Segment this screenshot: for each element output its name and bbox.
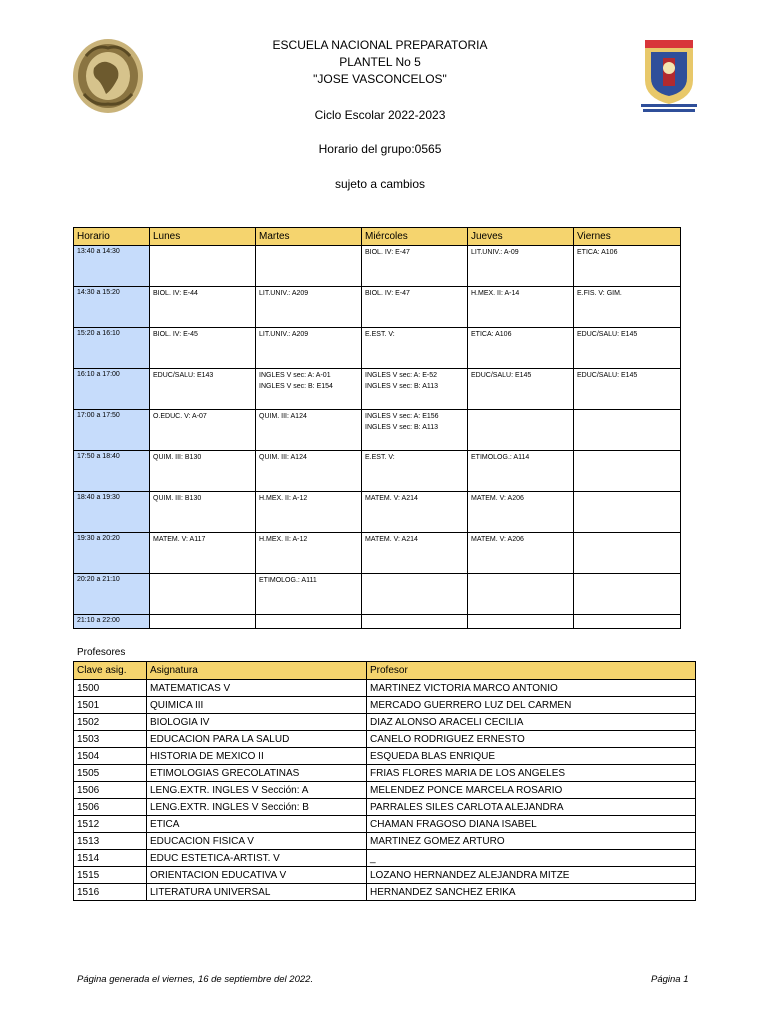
- class-entry: INGLES V sec: B: A113: [365, 383, 439, 390]
- class-cell: [256, 246, 362, 287]
- schedule-header-cell: Miércoles: [362, 228, 468, 246]
- time-slot-cell: 18:40 a 19:30: [74, 492, 150, 533]
- subject-code-cell: 1502: [74, 714, 147, 731]
- class-entry: H.MEX. II: A-12: [259, 536, 308, 543]
- subject-name-cell: EDUCACION FISICA V: [147, 833, 367, 850]
- schedule-row: [74, 246, 681, 287]
- subject-name-cell: EDUCACION PARA LA SALUD: [147, 731, 367, 748]
- class-cell: [256, 369, 362, 410]
- subject-name-cell: QUIMICA III: [147, 697, 367, 714]
- schedule-row: [74, 328, 681, 369]
- class-entry: MATEM. V: A214: [365, 495, 418, 502]
- class-cell: [150, 533, 256, 574]
- time-slot-cell: 17:50 a 18:40: [74, 451, 150, 492]
- class-cell: [574, 451, 681, 492]
- class-entry: BIOL. IV: E-44: [153, 290, 198, 297]
- class-cell: [362, 410, 468, 451]
- schedule-header-cell: Lunes: [150, 228, 256, 246]
- schedule-row: [74, 492, 681, 533]
- schedule-table: [73, 227, 681, 629]
- class-cell: [256, 451, 362, 492]
- class-cell: [362, 492, 468, 533]
- subject-code-cell: 1503: [74, 731, 147, 748]
- class-cell: [150, 492, 256, 533]
- schedule-header-cell: Martes: [256, 228, 362, 246]
- professor-name-cell: LOZANO HERNANDEZ ALEJANDRA MITZE: [367, 867, 696, 884]
- class-cell: [574, 369, 681, 410]
- schedule-header-cell: Horario: [74, 228, 150, 246]
- class-cell: [468, 492, 574, 533]
- class-cell: [256, 492, 362, 533]
- class-entry: LIT.UNIV.: A209: [259, 331, 309, 338]
- class-entry: BIOL. IV: E-45: [153, 331, 198, 338]
- professor-row: [74, 680, 696, 697]
- class-entry: MATEM. V: A214: [365, 536, 418, 543]
- professor-row: [74, 714, 696, 731]
- class-entry: INGLES V sec: A: E156: [365, 413, 439, 420]
- class-cell: [256, 410, 362, 451]
- school-cycle: Ciclo Escolar 2022-2023: [314, 108, 446, 122]
- subject-name-cell: LENG.EXTR. INGLES V Sección: B: [147, 799, 367, 816]
- class-cell: [150, 574, 256, 615]
- class-entry: H.MEX. II: A-14: [471, 290, 520, 297]
- page-number: Página 1: [651, 974, 689, 985]
- professors-table: [73, 661, 696, 901]
- class-cell: [362, 574, 468, 615]
- subject-code-cell: 1506: [74, 799, 147, 816]
- generated-date: Página generada el viernes, 16 de septiembre del 2022.: [77, 974, 314, 985]
- professor-row: [74, 867, 696, 884]
- class-entry: INGLES V sec: B: E154: [259, 383, 333, 390]
- professors-header-cell: Clave asig.: [74, 662, 147, 680]
- class-entry: MATEM. V: A206: [471, 536, 524, 543]
- class-cell: [468, 328, 574, 369]
- class-entry: QUIM. III: B130: [153, 454, 202, 461]
- university-crest-icon: [637, 38, 701, 114]
- professor-name-cell: MELENDEZ PONCE MARCELA ROSARIO: [367, 782, 696, 799]
- schedule-header-cell: Jueves: [468, 228, 574, 246]
- class-cell: [150, 615, 256, 629]
- class-cell: [362, 533, 468, 574]
- campus-name: PLANTEL No 5: [339, 55, 421, 69]
- subject-code-cell: 1504: [74, 748, 147, 765]
- subject-code-cell: 1505: [74, 765, 147, 782]
- subject-code-cell: 1514: [74, 850, 147, 867]
- time-slot-cell: 20:20 a 21:10: [74, 574, 150, 615]
- subject-code-cell: 1515: [74, 867, 147, 884]
- professor-name-cell: MERCADO GUERRERO LUZ DEL CARMEN: [367, 697, 696, 714]
- class-cell: [256, 328, 362, 369]
- class-entry: EDUC/SALU: E143: [153, 372, 214, 379]
- time-slot-cell: 13:40 a 14:30: [74, 246, 150, 287]
- class-entry: QUIM. III: B130: [153, 495, 202, 502]
- class-entry: MATEM. V: A206: [471, 495, 524, 502]
- class-cell: [150, 410, 256, 451]
- subject-to-change-note: sujeto a cambios: [334, 177, 426, 191]
- time-slot-cell: 21:10 a 22:00: [74, 615, 150, 629]
- professor-row: [74, 748, 696, 765]
- class-entry: H.MEX. II: A-12: [259, 495, 308, 502]
- professors-header-row: [74, 662, 696, 680]
- class-cell: [362, 287, 468, 328]
- class-cell: [574, 410, 681, 451]
- class-cell: [468, 574, 574, 615]
- subject-code-cell: 1500: [74, 680, 147, 697]
- subject-name-cell: ETICA: [147, 816, 367, 833]
- subject-code-cell: 1512: [74, 816, 147, 833]
- class-cell: [150, 246, 256, 287]
- subject-name-cell: MATEMATICAS V: [147, 680, 367, 697]
- class-cell: [574, 533, 681, 574]
- unam-seal-icon: [72, 38, 144, 114]
- class-entry: O.EDUC. V: A-07: [153, 413, 207, 420]
- professor-row: [74, 884, 696, 901]
- professor-row: [74, 833, 696, 850]
- subject-name-cell: BIOLOGIA IV: [147, 714, 367, 731]
- class-entry: MATEM. V: A117: [153, 536, 206, 543]
- class-cell: [468, 410, 574, 451]
- class-cell: [574, 615, 681, 629]
- class-entry: QUIM. III: A124: [259, 454, 307, 461]
- time-slot-cell: 19:30 a 20:20: [74, 533, 150, 574]
- schedule-row: [74, 451, 681, 492]
- time-slot-cell: 17:00 a 17:50: [74, 410, 150, 451]
- subject-name-cell: LENG.EXTR. INGLES V Sección: A: [147, 782, 367, 799]
- class-cell: [468, 615, 574, 629]
- class-cell: [574, 246, 681, 287]
- class-entry: LIT.UNIV.: A209: [259, 290, 309, 297]
- subject-name-cell: EDUC ESTETICA-ARTIST. V: [147, 850, 367, 867]
- professors-header-cell: Profesor: [367, 662, 696, 680]
- subject-code-cell: 1516: [74, 884, 147, 901]
- class-entry: EDUC/SALU: E145: [577, 331, 638, 338]
- professor-row: [74, 731, 696, 748]
- schedule-row: [74, 410, 681, 451]
- class-entry: E.EST. V:: [365, 454, 395, 461]
- time-slot-cell: 15:20 a 16:10: [74, 328, 150, 369]
- class-entry: ETIMOLOG.: A114: [471, 454, 530, 461]
- time-slot-cell: 16:10 a 17:00: [74, 369, 150, 410]
- class-entry: LIT.UNIV.: A-09: [471, 249, 519, 256]
- professor-name-cell: CHAMAN FRAGOSO DIANA ISABEL: [367, 816, 696, 833]
- subject-code-cell: 1501: [74, 697, 147, 714]
- professor-name-cell: ESQUEDA BLAS ENRIQUE: [367, 748, 696, 765]
- schedule-row: [74, 369, 681, 410]
- class-cell: [468, 287, 574, 328]
- class-entry: EDUC/SALU: E145: [471, 372, 532, 379]
- class-entry: ETICA: A106: [471, 331, 512, 338]
- campus-nickname: "JOSE VASCONCELOS": [313, 72, 447, 86]
- professor-row: [74, 816, 696, 833]
- professors-title: Profesores: [77, 647, 126, 658]
- class-cell: [256, 533, 362, 574]
- class-cell: [256, 287, 362, 328]
- class-entry: E.FIS. V: GIM.: [577, 290, 622, 297]
- schedule-row: [74, 533, 681, 574]
- professors-header-cell: Asignatura: [147, 662, 367, 680]
- class-cell: [574, 287, 681, 328]
- class-entry: BIOL. IV: E-47: [365, 290, 410, 297]
- class-entry: BIOL. IV: E-47: [365, 249, 410, 256]
- subject-name-cell: ETIMOLOGIAS GRECOLATINAS: [147, 765, 367, 782]
- class-cell: [362, 615, 468, 629]
- professor-name-cell: FRIAS FLORES MARIA DE LOS ANGELES: [367, 765, 696, 782]
- time-slot-cell: 14:30 a 15:20: [74, 287, 150, 328]
- schedule-header-cell: Viernes: [574, 228, 681, 246]
- class-cell: [574, 328, 681, 369]
- professor-name-cell: _: [367, 850, 696, 867]
- class-cell: [150, 369, 256, 410]
- class-cell: [256, 574, 362, 615]
- class-cell: [362, 246, 468, 287]
- subject-name-cell: ORIENTACION EDUCATIVA V: [147, 867, 367, 884]
- class-entry: E.EST. V:: [365, 331, 395, 338]
- class-cell: [150, 451, 256, 492]
- class-cell: [574, 492, 681, 533]
- professor-name-cell: CANELO RODRIGUEZ ERNESTO: [367, 731, 696, 748]
- class-cell: [468, 369, 574, 410]
- professor-name-cell: DIAZ ALONSO ARACELI CECILIA: [367, 714, 696, 731]
- class-cell: [468, 246, 574, 287]
- class-cell: [362, 451, 468, 492]
- schedule-row: [74, 615, 681, 629]
- professor-row: [74, 697, 696, 714]
- subject-name-cell: HISTORIA DE MEXICO II: [147, 748, 367, 765]
- professor-name-cell: PARRALES SILES CARLOTA ALEJANDRA: [367, 799, 696, 816]
- class-cell: [468, 533, 574, 574]
- school-name: ESCUELA NACIONAL PREPARATORIA: [272, 38, 488, 52]
- class-cell: [468, 451, 574, 492]
- class-entry: ETICA: A106: [577, 249, 618, 256]
- class-cell: [574, 574, 681, 615]
- class-entry: EDUC/SALU: E145: [577, 372, 638, 379]
- professor-row: [74, 765, 696, 782]
- professor-name-cell: HERNANDEZ SANCHEZ ERIKA: [367, 884, 696, 901]
- subject-code-cell: 1513: [74, 833, 147, 850]
- class-entry: INGLES V sec: A: E-52: [365, 372, 437, 379]
- class-cell: [362, 328, 468, 369]
- professor-row: [74, 782, 696, 799]
- class-cell: [150, 287, 256, 328]
- class-cell: [256, 615, 362, 629]
- group-schedule-title: Horario del grupo:0565: [318, 142, 442, 156]
- subject-code-cell: 1506: [74, 782, 147, 799]
- class-cell: [150, 328, 256, 369]
- professor-name-cell: MARTINEZ GOMEZ ARTURO: [367, 833, 696, 850]
- class-entry: INGLES V sec: A: A-01: [259, 372, 331, 379]
- professor-row: [74, 850, 696, 867]
- schedule-row: [74, 287, 681, 328]
- professor-row: [74, 799, 696, 816]
- professor-name-cell: MARTINEZ VICTORIA MARCO ANTONIO: [367, 680, 696, 697]
- class-entry: INGLES V sec: B: A113: [365, 424, 439, 431]
- class-entry: QUIM. III: A124: [259, 413, 307, 420]
- subject-name-cell: LITERATURA UNIVERSAL: [147, 884, 367, 901]
- schedule-header-row: [74, 228, 681, 246]
- class-cell: [362, 369, 468, 410]
- schedule-row: [74, 574, 681, 615]
- class-entry: ETIMOLOG.: A111: [259, 577, 317, 584]
